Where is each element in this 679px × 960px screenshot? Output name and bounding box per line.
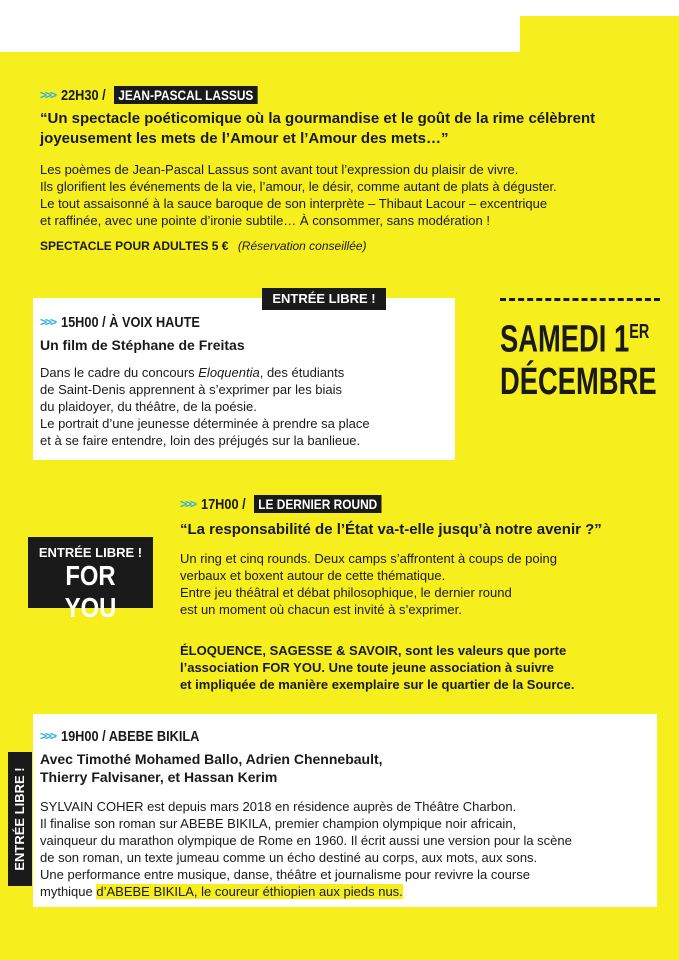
date-block bbox=[500, 298, 665, 403]
event-cast bbox=[40, 750, 652, 786]
description-line: Ils glorifient les événements de la vie, l’amour, le désir, comme autant de plats à déguster. bbox=[40, 179, 557, 194]
dashed-rule-top bbox=[500, 298, 660, 301]
event-quote: “La responsabilité de l’État va-t-elle jusqu’à notre avenir ?” bbox=[180, 521, 602, 538]
event-title: 19H00 / ABEBE BIKILA bbox=[61, 727, 200, 745]
description-line: du plaidoyer, du théâtre, de la poésie. bbox=[40, 399, 257, 414]
event-heading bbox=[40, 85, 640, 105]
event-heading bbox=[40, 726, 652, 746]
association-line: et impliquée de manière exemplaire sur le quartier de la Source. bbox=[180, 677, 575, 692]
cast-line: Thierry Falvisaner, et Hassan Kerim bbox=[40, 769, 278, 785]
event-subtitle: Un film de Stéphane de Freitas bbox=[40, 337, 245, 353]
description-line: vainqueur du marathon olympique de Rome en 1960. Il écrit aussi une version pour la scène bbox=[40, 833, 572, 848]
date-month: DÉCEMBRE bbox=[500, 360, 657, 403]
description-line: Le tout assaisonné à la sauce baroque de son interprète – Thibaut Lacour – excentrique bbox=[40, 196, 548, 211]
description-line: est un moment où chacun est invité à s’exprimer. bbox=[180, 602, 462, 617]
description-line: de son roman, un texte jumeau comme un écho destiné au corps, aux mots, aux sons. bbox=[40, 850, 538, 865]
entree-libre-label: ENTRÉE LIBRE ! bbox=[38, 545, 143, 560]
price-note bbox=[40, 239, 640, 253]
description-line: et raffinée, avec une pointe d’ironie subtile… À consommer, sans modération ! bbox=[40, 213, 490, 228]
event-description bbox=[40, 798, 652, 900]
event-title: JEAN-PASCAL LASSUS bbox=[114, 86, 258, 104]
event-description bbox=[40, 364, 450, 449]
description-line: Une performance entre musique, danse, théâtre et journalisme pour revivre la course bbox=[40, 867, 530, 882]
event-time: 22H30 / bbox=[61, 86, 106, 104]
chevron-icon: >>> bbox=[40, 729, 56, 743]
white-panel-top-right bbox=[520, 0, 679, 16]
section-jean-pascal-lassus bbox=[40, 85, 640, 253]
event-title: 15H00 / À VOIX HAUTE bbox=[61, 313, 200, 331]
for-you-badge bbox=[28, 537, 153, 623]
description-line: Il finalise son roman sur ABEBE BIKILA, premier champion olympique noir africain, bbox=[40, 816, 517, 831]
association-line: l’association FOR YOU. Une toute jeune association à suivre bbox=[180, 660, 554, 675]
description-line: Le portrait d’une jeunesse déterminée à prendre sa place bbox=[40, 416, 370, 431]
event-title: LE DERNIER ROUND bbox=[254, 495, 382, 513]
date-day: SAMEDI 1ER bbox=[500, 318, 650, 361]
chevron-icon: >>> bbox=[40, 315, 56, 329]
event-time: 17H00 / bbox=[201, 495, 246, 513]
section-a-voix-haute bbox=[40, 312, 450, 449]
event-heading bbox=[180, 494, 650, 514]
description-line: de Saint-Denis apprennent à s’exprimer par les biais bbox=[40, 382, 343, 397]
price-note-italic: (Réservation conseillée) bbox=[237, 239, 367, 253]
description-line: Les poèmes de Jean-Pascal Lassus sont avant tout l’expression du plaisir de vivre. bbox=[40, 162, 519, 177]
highlighted-text: d’ABEBE BIKILA, le coureur éthiopien aux pieds nus. bbox=[96, 884, 403, 899]
entree-libre-vertical-badge: ENTRÉE LIBRE ! bbox=[8, 752, 32, 886]
section-le-dernier-round bbox=[180, 494, 650, 693]
association-line: ÉLOQUENCE, SAGESSE & SAVOIR, sont les valeurs que porte bbox=[180, 643, 567, 658]
entree-libre-badge: ENTRÉE LIBRE ! bbox=[262, 288, 386, 310]
white-panel-top bbox=[0, 0, 520, 52]
description-line: et à se faire entendre, loin des préjugés sur la banlieue. bbox=[40, 433, 361, 448]
event-description bbox=[40, 161, 640, 229]
for-you-label: FOR YOU bbox=[64, 560, 117, 623]
chevron-icon: >>> bbox=[180, 497, 196, 511]
description-line: Dans le cadre du concours Eloquentia, des étudiants bbox=[40, 365, 345, 380]
description-line: verbaux et boxent autour de cette thématique. bbox=[180, 568, 446, 583]
event-quote: “Un spectacle poéticomique où la gourmandise et le goût de la rime célèbrent joyeusement les mets de l’Amour et l’Amour des mets…” bbox=[40, 110, 596, 147]
chevron-icon: >>> bbox=[40, 88, 56, 102]
cast-line: Avec Timothé Mohamed Ballo, Adrien Chennebault, bbox=[40, 751, 383, 767]
description-line: mythique d’ABEBE BIKILA, le coureur éthiopien aux pieds nus. bbox=[40, 884, 403, 899]
price-note-bold: SPECTACLE POUR ADULTES 5 € bbox=[40, 239, 229, 253]
description-line: Entre jeu théâtral et débat philosophique, le dernier round bbox=[180, 585, 512, 600]
section-abebe-bikila bbox=[40, 726, 652, 900]
association-description bbox=[180, 642, 650, 693]
description-line: SYLVAIN COHER est depuis mars 2018 en résidence auprès de Théâtre Charbon. bbox=[40, 799, 517, 814]
description-line: Un ring et cinq rounds. Deux camps s’affrontent à coups de poing bbox=[180, 551, 557, 566]
event-heading bbox=[40, 312, 450, 332]
event-description bbox=[180, 550, 650, 618]
